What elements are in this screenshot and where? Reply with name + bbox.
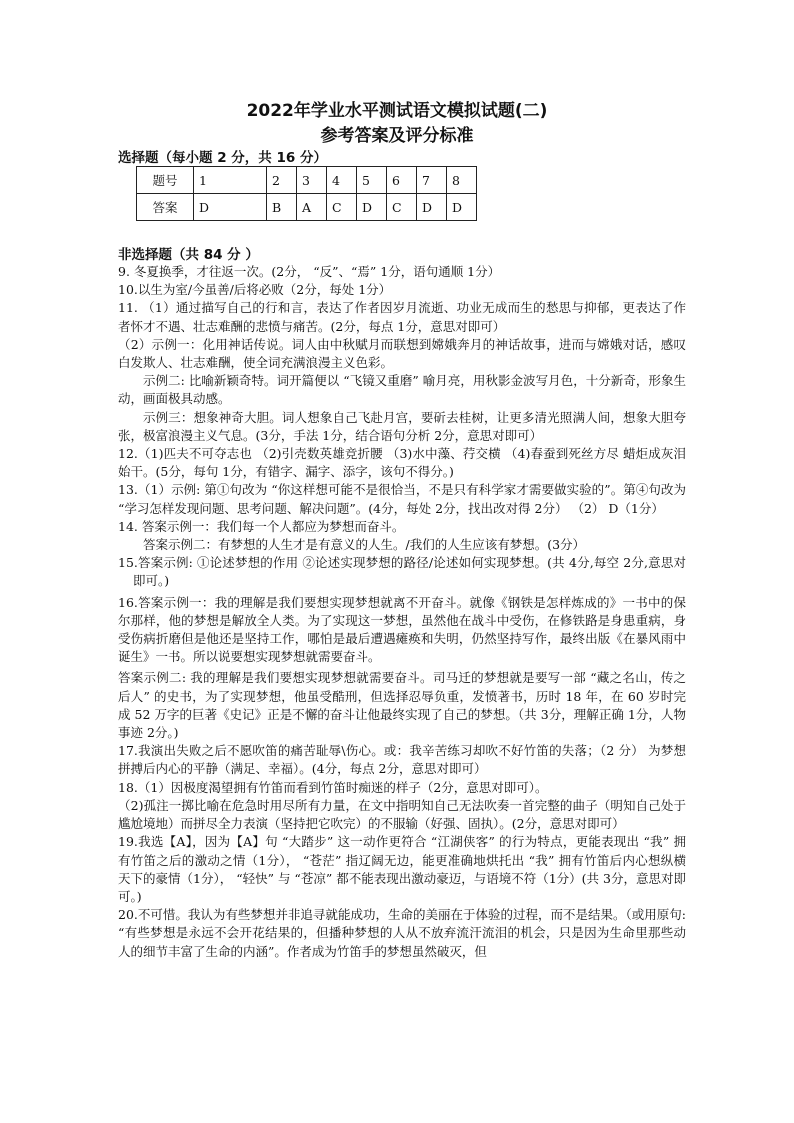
table-cell: 7 bbox=[417, 167, 447, 194]
table-cell: A bbox=[297, 194, 327, 221]
answer-line: 16.答案示例一：我的理解是我们要想实现梦想就离不开奋斗。就像《钢铁是怎样炼成的》一书中的保尔那样，他的梦想是解放全人类。为了实现这一梦想，虽然他在战斗中受伤，在修铁路是身患重病，身受伤病折磨但是他还是坚持工作，哪怕是最后遭遇瘫痪和失明，仍然坚持写作，最终出版《在暴风雨中诞生》一书。所以说要想实现梦想就需要奋斗。 bbox=[118, 594, 686, 665]
table-cell: 6 bbox=[387, 167, 417, 194]
answer-line: （2）示例一：化用神话传说。词人由中秋赋月而联想到嫦娥奔月的神话故事，进而与嫦娥对话，感叹白发欺人、壮志难酬，使全词充满浪漫主义色彩。 bbox=[118, 336, 686, 371]
table-row-answers bbox=[137, 194, 477, 221]
answer-line: 示例二: 比喻新颖奇特。词开篇便以 “飞镜又重磨” 喻月亮，用秋影金波写月色，十分新奇，形象生动，画面极具动感。 bbox=[118, 373, 686, 407]
table-cell: B bbox=[267, 194, 297, 221]
table-row-numbers bbox=[137, 167, 477, 194]
answer-line: 10.以生为室/今虽善/后将必败（2分，每处 1分） bbox=[118, 282, 392, 298]
table-cell: D bbox=[447, 194, 477, 221]
answer-body bbox=[118, 263, 686, 961]
table-cell: D bbox=[357, 194, 387, 221]
table-cell: 5 bbox=[357, 167, 387, 194]
table-cell: C bbox=[327, 194, 357, 221]
answer-line: 答案示例二: 我的理解是我们要想实现梦想就需要奋斗。司马迁的梦想就是要写一部 “藏之名山，传之后人” 的史书，为了实现梦想，他虽受酷刑，但选择忍辱负重，发愤著书，历时 18 年，在 60 岁时完成 52 万字的巨著《史记》正是不懈的奋斗让他最终实现了自己的梦想。（共 3分，理解正确 1分，人物事迹 2分。) bbox=[118, 670, 686, 741]
answer-line: 13.（1）示例: 第①句改为 “你这样想可能不是很恰当，不是只有科学家才需要做实验的”。第④句改为 “学习怎样发现问题、思考问题、解决问题”。(4分，每处 2分，找出改对得 2分） （2） D（1分） bbox=[118, 482, 686, 516]
choice-answer-table bbox=[136, 166, 477, 221]
table-cell: D bbox=[417, 194, 447, 221]
answer-line: 11. （1）通过描写自己的行和言，表达了作者因岁月流逝、功业无成而生的愁思与抑郁，更表达了作者怀才不遇、壮志难酬的悲愤与痛苦。(2分，每点 1分，意思对即可） bbox=[118, 300, 686, 334]
table-cell: C bbox=[387, 194, 417, 221]
table-header-cell: 答案 bbox=[137, 194, 194, 221]
document-subtitle: 参考答案及评分标准 bbox=[320, 126, 474, 146]
answer-line: 示例三：想象神奇大胆。词人想象自己飞赴月宫，要斫去桂树，让更多清光照满人间，想象大胆夸张，极富浪漫主义气息。(3分，手法 1分，结合语句分析 2分，意思对即可） bbox=[118, 409, 686, 443]
table-cell: 8 bbox=[447, 167, 477, 194]
answer-line: 14. 答案示例一：我们每一个人都应为梦想而奋斗。 bbox=[118, 518, 405, 534]
answer-line: 20.不可惜。我认为有些梦想并非追寻就能成功，生命的美丽在于体验的过程，而不是结果。（或用原句: “有些梦想是永远不会开花结果的，但播种梦想的人从不放弃流汗流泪的机会，只是因为生命里那些动人的细节丰富了生命的内涵”。作者成为竹笛手的梦想虽然破灭，但 bbox=[118, 907, 686, 959]
answer-line: 18.（1）因极度渴望拥有竹笛而看到竹笛时痴迷的样子（2分，意思对即可）。 bbox=[118, 779, 548, 795]
nonchoice-section-heading: 非选择题（共 84 分 ） bbox=[118, 247, 259, 263]
table-cell: 3 bbox=[297, 167, 327, 194]
choice-section-heading: 选择题（每小题 2 分，共 16 分） bbox=[118, 150, 327, 166]
table-cell: D bbox=[194, 194, 267, 221]
answer-line: 9. 冬夏换季，才往返一次。(2分， “反”、“焉” 1分，语句通顺 1分） bbox=[118, 264, 501, 279]
table-cell: 2 bbox=[267, 167, 297, 194]
table-header-cell: 题号 bbox=[137, 167, 194, 194]
table-cell: 4 bbox=[327, 167, 357, 194]
answer-line: （2)孤注一掷比喻在危急时用尽所有力量，在文中指明知自己无法吹奏一首完整的曲子（明知自己处于尴尬境地）而拼尽全力表演（坚持把它吹完）的不服输（好强、固执）。(2分，意思对即可） bbox=[118, 797, 686, 832]
answer-line: 17.我演出失败之后不愿吹笛的痛苦耻辱\伤心。或：我辛苦练习却吹不好竹笛的失落；（2 分） 为梦想拼搏后内心的平静（满足、幸福）。(4分，每点 2分，意思对即可） bbox=[118, 743, 686, 777]
answer-line: 12.（1)匹夫不可夺志也 （2)引壳数英雄竞折腰 （3)水中藻、荇交横 （4)春蚕到死丝方尽 蜡炬成灰泪始干。(5分，每句 1分，有错字、漏字、添字，该句不得分。) bbox=[118, 446, 686, 480]
answer-line: 19.我选【A】，因为【A】句 “大踏步” 这一动作更符合 “江湖侠客” 的行为特点，更能表现出 “我” 拥有竹笛之后的激动之情（1分）， “苍茫” 指辽阔无边，能更准确地烘托出 “我” 拥有竹笛后内心想纵横天下的豪情（1分）， “轻快” 与 “苍凉” 都不能表现出激动豪迈，与语境不符（1分）(共 3分，意思对即可。) bbox=[118, 834, 686, 904]
table-cell: 1 bbox=[194, 167, 267, 194]
document-title: 2022年学业水平测试语文模拟试题(二) bbox=[246, 101, 548, 121]
answer-line: 答案示例二：有梦想的人生才是有意义的人生。/我们的人生应该有梦想。(3分） bbox=[143, 537, 586, 553]
answer-line: 15.答案示例: ①论述梦想的作用 ②论述实现梦想的路径/论述如何实现梦想。(共 4分,每空 2分,意思对即可。) bbox=[118, 555, 686, 589]
